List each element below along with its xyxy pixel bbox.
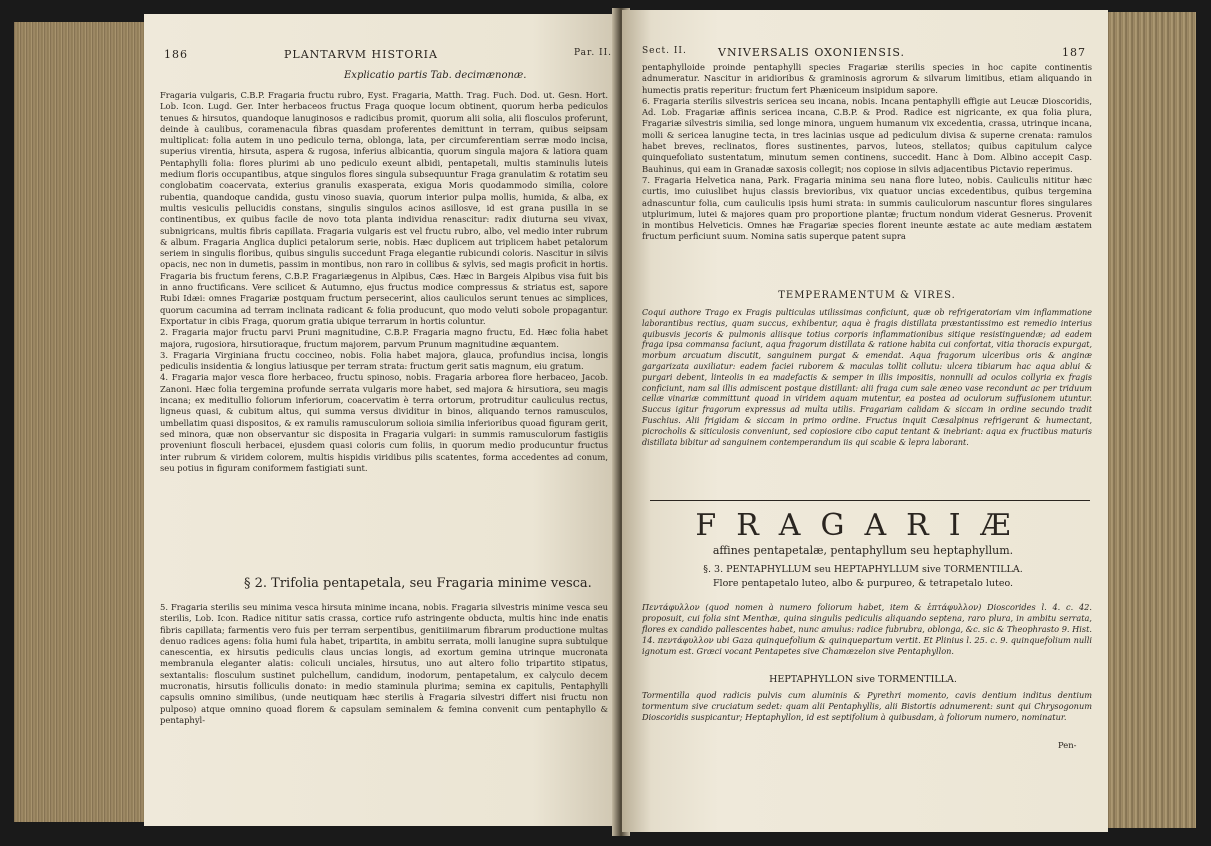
section-divider [650, 500, 1090, 501]
temperament-heading: TEMPERAMENTUM & VIRES. [778, 290, 956, 301]
left-page-edges [14, 22, 146, 822]
section-3-subheading: Flore pentapetalo luteo, albo & purpureo, & tetrapetalo luteo. [712, 578, 1014, 589]
left-body [160, 90, 608, 560]
paragraph-6: 6. Fragaria sterilis silvestris sericea seu incana, nobis. Incana pentaphylli effigie aut Leucæ Dioscoridis, Ad. Lob. Fragariæ affinis sericea incana, C.B.P. & Prod. Radice est nigricante, ex qua folia plura, Fragariæ silvestris similia, sed longe minora, unguem humanum vix excedentia, crassa, utrinque incana, molli & sericea lanugine tecta, in tres lacinias usque ad pediculum divisa & superne crenata: ramulos habet breves, reclinatos, flores sustinentes, parvos, luteos, stellatos; quibus capitulum calyce quinquefoliato sustentatum, minutum semen continens, succedit. Hanc à Dom. Albino accepit Casp. Bauhinus, qui eam in Granadæ saxosis collegit; nos copiose in silvis adjacentibus Pictavio reperimus. [642, 95, 1092, 174]
left-subtitle: Explicatio partis Tab. decimænonæ. [344, 70, 527, 81]
paragraph-2: 2. Fragaria major fructu parvi Pruni magnitudine, C.B.P. Fragaria magno fructu, Ed. Hæc folia habet majora, rugosiora, hirsutioraque, fructum majorem, parvum Prunum magnitudine æquantem. [160, 327, 608, 349]
fragariae-subtitle: affines pentapetalæ, pentaphyllum seu heptaphyllum. [712, 544, 1014, 557]
right-page-number: 187 [1062, 46, 1086, 59]
section-3-text: Πεντάφυλλον (quod nomen à numero foliorum habet, item & ἑπτάφυλλον) Dioscorides l. 4. c. 42. proposuit, cui folia sint Menthæ, quina singulis pediculis aliquando septena, raro plura, in ambitu serrata, flores ex candido pallescentes habet, nunc amulus: radice fubrubra, oblonga, &c. sic & Theophrasto 9. Hist. 14. πεντάφυλλον ubi Gaza quinquefolium & quinquepartum vertit. Et Plinius l. 25. c. 9. quinquefolium nulli ignotum est. Græci vocant Pentapetes sive Chamæzelon sive Pentaphyllon. [642, 602, 1092, 656]
right-page-edges [1104, 12, 1196, 828]
left-page-number: 186 [164, 48, 188, 61]
tormentilla-text: Tormentilla quod radicis pulvis cum aluminis & Pyrethri momento, cavis dentium inditus dentium tormentum sive cruciatum sedet: quam alii Pentaphyllis, alii Bistortis adnumerent: sunt qui Chrysogonum Dioscoridis suspicantur; Heptaphyllon, id est septifolium à quibusdam, à foliorum numero, nominatur. [642, 690, 1092, 722]
left-running-title: PLANTARVM HISTORIA [284, 48, 438, 61]
right-page [622, 10, 1108, 832]
temperament-text: Coqui authore Trago ex Fragis pulticulas utilissimas conficiunt, quæ ob refrigeratoriam vim inflammatione laborantibus rectius, quam succus, exhibentur, aqua è fragis distillata præstantissimo est remedio interius quibusvis jecoris & pulmonis aliisque totius corporis inflammationibus sitique resistinguendæ; ad eadem fraga ipsa commansa faciunt, aqua fragorum distillata & ratione habita cui confortat, vitia thoracis expurgat, morbum arcuatum discutit, sanguinem purgat & emendat. Aqua fragorum ulceribus oris & anginæ gargarizata auxiliatur: eadem faciei ruborem & maculas tollit collutu: ulcera tibiarum hac aqua ablui & purgari debent, linteolis in ea madefactis & semper in illis impositis, nonnulli ad oculos collyria ex fragis conficiunt, nam sal illis admiscent postque distillant: alii fraga cum sale æneo vase recondunt ac per triduum cellæ vinariæ committunt quoad in viridem aquam mutentur, ea postea ad oculorum suffusionem utuntur. Succus igitur fragorum expressus ad multa utilis. Fragariam calidam & siccam in ordine secundo tradit Fuschius. Alii frigidam & siccam in primo ordine. Fructus inquit Cæsalpinus refrigerant & humectant, picrocholis & siticulosis conveniunt, sed copiosiore cibo caput tentant & inebriant: aqua ex fructibus maturis distillata bibitur ad sanguinem contemperandum iis qui scabie & lepra laborant. [642, 308, 1092, 447]
paragraph-7: 7. Fragaria Helvetica nana, Park. Fragaria minima seu nana flore luteo, nobis. Cauliculis nititur hæc curtis, imo cuiuslibet hujus classis brevioribus, vix quatuor uncias excedentibus, quibus tergemina adnascuntur folia, cum cauliculis ipsis humi strata: in summis cauliculorum nascuntur flores singulares utplurimum, lutei & majores quam pro proportione plantæ; fructum nondum viderat Gesnerus. Provenit in montibus Helveticis. Omnes hæ Fragariæ species florent ineunte æstate ac aute mediam æstatem fructum perficiunt suum. Nomina satis superque patent supra [642, 174, 1092, 242]
right-running-title: VNIVERSALIS OXONIENSIS. [718, 46, 905, 59]
catchword: Pen- [1058, 740, 1077, 750]
paragraph-1: Fragaria vulgaris, C.B.P. Fragaria fructu rubro, Eyst. Fragaria, Matth. Trag. Fuch. Dod. ut. Gesn. Hort. Lob. Icon. Lugd. Ger. Inter herbaceos fructus Fraga quoque locum obtinent, quorum herba pediculos tenues & hirsutos, quandoque lanuginosos e radicibus promit, quorum alii solia, alii flosculos proferunt, deinde à caulibus, coramenacula fibras quasdam proferentes demittunt in terram, quibus seipsam multiplicat: folia autem in uno pediculo terna, oblonga, lata, per circumferentiam serræ modo incisa, superius virentia, hirsuta, aspera & rugosa, inferius albicantia, quorum singula majora & latiora quam Pentaphylli folia: flores plurimi ab uno pediculo exeunt albidi, pentapetali, multis staminulis luteis medium floris occupantibus, atque singulos flores singula subsequuntur Fraga granulatim & rotatim seu conglobatim coacervata, exterius granulis exasperata, exigua Moris quodammodo similia, colore rubentia, quandoque candida, gustu vinoso suavia, quorum interior pulpa mollis, humida, & alba, ex multis vesiculis pellucidis constans, singulis singulos acinos asillosve, id est grana pusilla in se continentibus, ex quibus facile de novo tota planta individua renascitur: radix diuturna seu vivax, subnigricans, multis fibris capillata. Fragaria vulgaris est vel fructu rubro, albo, vel medio inter rubrum & album. Fragaria Anglica duplici petalorum serie, nobis. Hæc duplicem aut triplicem habet petalorum seriem in singulis floribus, quibus singulis succedunt Fraga elegantie rubicundi coloris. Nascitur in silvis opacis, nec non in dumetis, passim in montibus, non raro in collibus & sylvis, sed magis proficit in hortis. Fragaria bis fructum ferens, C.B.P. Fragariægenus in Alpibus, Cæs. Hæc in Bargeis Alpibus visa fuit bis in anno fructificans. Vere scilicet & Autumno, ejus fructus modice compressus & striatus est, sapore Rubi Idæi: omnes Fragariæ postquam fructum persecerint, alios cauliculos serunt tenues ac simplices, quorum cacumina ad terram inclinata radicant & folia producunt, quo modo veluti sobole propagantur. Exportatur in cibis Fraga, quorum gratia ubique terrarum in hortis coluntur. [160, 90, 608, 326]
left-page [144, 14, 618, 826]
fragariae-title: FRAGARIÆ [695, 508, 1031, 543]
right-body [642, 62, 1092, 284]
section-2-heading: § 2. Trifolia pentapetala, seu Fragaria minime vesca. [244, 576, 592, 591]
right-section-marker: Sect. II. [642, 46, 687, 56]
paragraph-continued: pentaphylloide proinde pentaphylli species Fragariæ sterilis species in hoc capite continentis adnumeratur. Nascitur in aridioribus & graminosis agrorum & silvarum limitibus, etiam aliquando in humectis pratis reperitur: fructum fert Phæniceum insipidum sapore. [642, 62, 1092, 95]
heptaphyllon-heading: HEPTAPHYLLON sive TORMENTILLA. [769, 674, 957, 685]
paragraph-5: 5. Fragaria sterilis seu minima vesca hirsuta minime incana, nobis. Fragaria silvestris minime vesca seu sterilis, Lob. Icon. Radice nititur satis crassa, cortice rufo astringente obducta, multis hinc inde enatis fibris capillata; farmentis vero fuis per terram serpentibus, genitiiimarum fibrarum productione multas denuo radices agens: folia humi fula habet, tripartita, in ambitu serrata, molli lanugine supra subtulque canescentia, ex hirsutis pediculis claus uncias longis, ad exortum gemina utrinque mucronata membranula eleganter alatis: coliculi unciales, hirsutus, uno aut altero folio tripartito stipatus, sextantalis: flosculum sustinet pulchellum, candidum, inodorum, pentapetalum, ex calyculo decem mucronatis, hirsutis folliculis donato: in medio staminula plurima; semina ex capitulis, Pentaphylli capsulis omnino similibus, (unde neutiquam hæc sterilis à Fragaria silvestri differt nisi fructu non pulposo) atque omnino quoad florem & capsulam seminalem & femina convenit cum pentaphyllo & pentaphyl- [160, 602, 608, 725]
paragraph-3: 3. Fragaria Virginiana fructu coccineo, nobis. Folia habet majora, glauca, profundius incisa, longis pediculis insidentia & longius latiusque per terram strata: fructum gerit satis magnum, eiu gratum. [160, 349, 608, 372]
left-section-marker: Par. II. [574, 48, 613, 58]
left-body-lower [160, 602, 608, 816]
section-3-heading: §. 3. PENTAPHYLLUM seu HEPTAPHYLLUM sive TORMENTILLA. [703, 564, 1023, 575]
paragraph-4: 4. Fragaria major vesca flore herbaceo, fructu spinoso, nobis. Fragaria arborea flore herbaceo, Jacob. Zanoni. Hæc folia tergemina profunde serrata vulgaris more habet, sed majora & hirsutiora, seu magis incana; ex meditullio foliorum inferiorum, coacervatim è terra ortorum, protruditur cauliculus rectus, ligneus quasi, & cubitum altus, qui summa versus dividitur in binos, aliquando ternos ramusculos, umbellatim quasi dispositos, & ex ramulis ramusculorum solioia similia inferioribus quoad figuram gerit, sed minora, quæ non observantur sic disposita in Fragaria vulgari: in summis ramusculorum fastigiis proveniunt flosculi herbacei, ejusdem quasi coloris cum foliis, in quorum medio producuntur fructus inter rubrum & viridem colorem, multis hispidis viridibus pilis scatentes, forma accedentes ad conum, seu potius in figuram coniformem fastigiati sunt. [160, 372, 608, 473]
